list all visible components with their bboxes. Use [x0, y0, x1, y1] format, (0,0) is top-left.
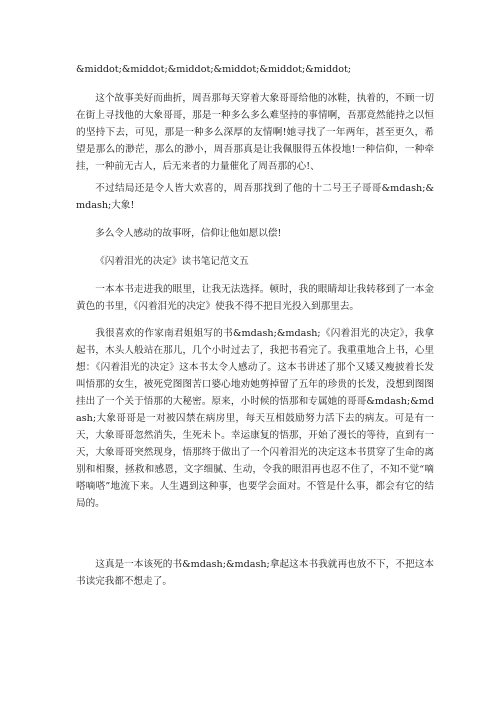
paragraph-conclusion: 这真是一本该死的书&mdash;&mdash;拿起这本书我就再也放不下，不把这本书读完我都不想走了。: [76, 559, 434, 587]
paragraph-touching-story: 多么令人感动的故事呀，信仰让他如愿以偿!: [95, 228, 282, 239]
separator-line: &middot;&middot;&middot;&middot;&middot;&middot;: [76, 64, 352, 75]
paragraph-ending: 不过结局还是令人皆大欢喜的，周吾那找到了他的十二号王子哥哥&mdash;&mdash;大象!: [76, 183, 434, 211]
section-heading: 《闪着泪光的决定》读书笔记范文五: [95, 256, 249, 267]
paragraph-book-choice: 一本本书走进我的眼里，让我无法选择。顿时，我的眼睛却让我转移到了一本金黄色的书里，《闪着泪光的决定》使我不得不把目光投入到那里去。: [76, 284, 434, 312]
paragraph-story-reflection: 这个故事美好而曲折，周吾那每天穿着大象哥哥给他的冰鞋，执着的，不顾一切在街上寻找他的大象哥哥，那是一种多么多么难坚持的事情啊，吾那竟然能持之以恒的坚持下去，可见，那是一种多么深厚的友情啊!她寻找了一年两年，甚至更久，希望是那么的渺茫，那么的渺小，周吾那真是让我佩服得五体投地!一种信仰，一种牵挂，一种前无古人，后无来者的力量催化了周吾那的心!、: [76, 93, 434, 172]
paragraph-book-summary: 我很喜欢的作家南君姐姐写的书&mdash;&mdash;《闪着泪光的决定》，我拿起书，木头人般站在那儿，几个小时过去了，我把书看完了。我重重地合上书，心里想：《闪着泪光的决定》这本书太令人感动了。这本书讲述了那个又矮又瘦披着长发叫悟那的女生，被死党图图苦口婆心地劝她剪掉留了五年的珍贵的长发，没想到图图挂出了一个关于悟那的大秘密。原来，小时候的悟那和专属她的哥哥&mdash;&mdash;大象哥哥是一对被囚禁在病房里，每天互相鼓励努力活下去的病友。可是有一天，大象哥哥忽然消失，生死未卜。幸运康复的悟那，开始了漫长的等待，直到有一天，大象哥哥突然现身，悟那终于做出了一个闪着泪光的决定这本书贯穿了生命的离别和相聚，拯救和感恩，文字细腻、生动，令我的眼泪再也忍不住了，不知不觉“嘀嗒嘀嗒”地流下来。人生遇到这种事，也要学会面对。不管是什么事，都会有它的结局的。: [76, 328, 434, 509]
